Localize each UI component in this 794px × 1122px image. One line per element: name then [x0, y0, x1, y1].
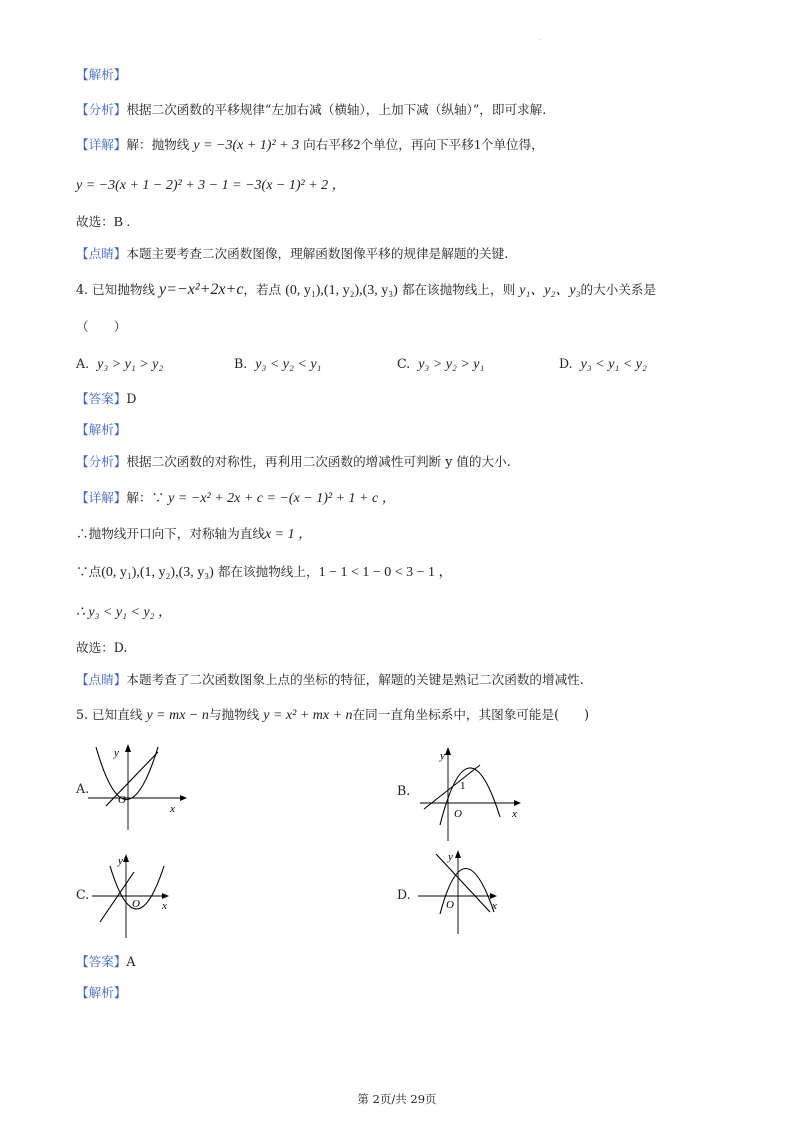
y-label: y [114, 747, 119, 759]
y-label: y [118, 855, 123, 867]
q4-analysis-tag: 【解析】 [76, 422, 127, 437]
q5-option-c-label: C. [76, 887, 90, 902]
parabola [440, 768, 500, 825]
x-label: x [492, 900, 497, 912]
scan-dot: . [539, 35, 541, 42]
origin-label: O [132, 898, 140, 910]
q3-dianjing: 【点睛】本题主要考查二次函数图像，理解函数图像平移的规律是解题的关键. [76, 246, 509, 261]
parabola [96, 747, 158, 800]
origin-label: O [446, 899, 454, 911]
x-label: x [162, 900, 167, 912]
q4-paren: （ ） [76, 319, 127, 334]
q4-step3: ∵点(0, y₁),(1, y₂),(3, y₃) 都在该抛物线上，1 − 1 < 1 − 0 < 3 − 1 ， [76, 564, 453, 580]
q4-stem: 4. 已知抛物线 y=−x²+2x+c，若点 (0, y₁),(1, y₂),(3, y₃) 都在该抛物线上，则 y₁、y₂、y₃的大小关系是 [76, 281, 657, 298]
q5-figure-d [418, 848, 508, 938]
q5-figure-b [420, 745, 528, 845]
y-axis-arrow [123, 854, 129, 862]
q4-dianjing: 【点睛】本题考查了二次函数图象上点的坐标的特征，解题的关键是熟记二次函数的增减性. [76, 672, 584, 687]
y-axis-arrow [455, 850, 461, 858]
page-footer: 第 2页/共 29页 [357, 1092, 437, 1106]
q5-option-a-label: A. [76, 781, 90, 796]
y-axis-arrow [125, 744, 131, 752]
x-axis-arrow [490, 893, 497, 899]
q3-xiangjie: 【详解】解：抛物线 y = −3(x + 1)² + 3 向右平移2个单位，再向下平移1个单位得， [76, 137, 544, 153]
origin-label: O [454, 808, 462, 820]
q4-answer: 【答案】D [76, 391, 137, 406]
q4-step4: ∴ y₃ < y₁ < y₂ ， [76, 605, 173, 620]
x-label: x [512, 808, 517, 820]
point-one-label: 1 [460, 780, 466, 792]
q4-step1: 【详解】解：∵ y = −x² + 2x + c = −(x − 1)² + 1 + c ， [76, 490, 396, 506]
q5-figure-a [88, 742, 188, 832]
x-label: x [170, 803, 175, 815]
q4-choice: 故选：D. [76, 640, 128, 655]
q5-analysis-tag: 【解析】 [76, 985, 127, 1000]
x-axis-arrow [162, 893, 169, 899]
q4-option-a: A. y₃ > y₁ > y₂ [76, 356, 164, 372]
analysis-tag: 【解析】 [76, 67, 127, 82]
q5-answer: 【答案】A [76, 954, 136, 969]
y-label: y [440, 750, 445, 762]
q5-stem: 5. 已知直线 y = mx − n与抛物线 y = x² + mx + n在同一直角坐标系中，其图象可能是( ) [76, 707, 590, 723]
q5-option-d-label: D. [397, 887, 411, 902]
line [100, 872, 134, 922]
q4-fenxi: 【分析】根据二次函数的对称性，再利用二次函数的增减性可判断 y 值的大小. [76, 454, 511, 469]
line [424, 765, 480, 809]
q4-option-b: B. y₃ < y₂ < y₁ [234, 356, 322, 372]
q4-option-c: C. y₃ > y₂ > y₁ [397, 356, 485, 372]
y-axis-arrow [445, 747, 451, 755]
q3-fenxi: 【分析】根据二次函数的平移规律“左加右减（横轴），上加下减（纵轴）”，即可求解. [76, 102, 547, 117]
q3-choice: 故选：B . [76, 214, 131, 230]
q4-step2: ∴抛物线开口向下，对称轴为直线x = 1 ， [76, 526, 313, 542]
q5-figure-c [92, 852, 176, 942]
x-axis-arrow [180, 795, 187, 801]
q3-result-equation: y = −3(x + 1 − 2)² + 3 − 1 = −3(x − 1)² + 2 ， [76, 178, 346, 193]
q4-option-d: D. y₃ < y₁ < y₂ [559, 356, 647, 372]
x-axis-arrow [514, 800, 521, 806]
origin-label: O [118, 794, 126, 806]
q5-option-b-label: B. [397, 783, 411, 798]
y-label: y [448, 851, 453, 863]
